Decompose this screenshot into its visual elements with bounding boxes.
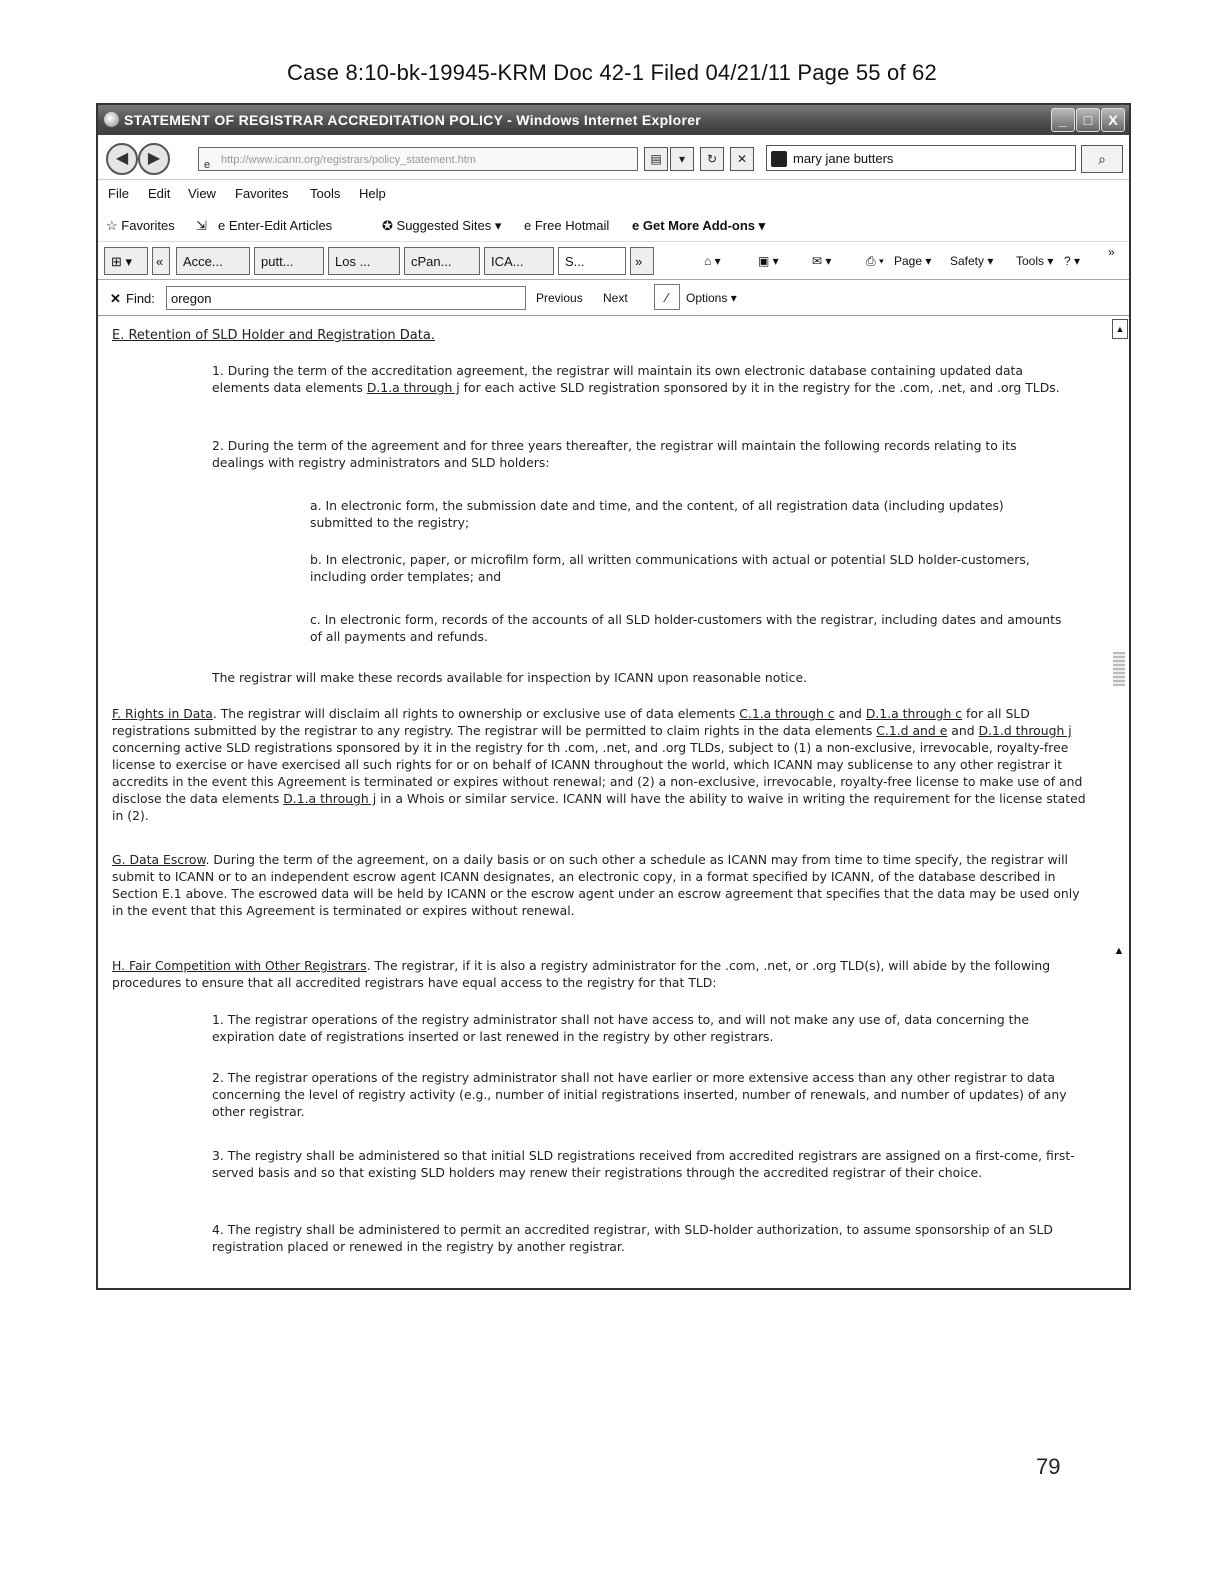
menu-favorites[interactable]: Favorites: [235, 186, 289, 201]
find-bar: [98, 281, 1129, 316]
tab-scroll-right-icon[interactable]: »: [630, 247, 654, 275]
fav-free-hotmail[interactable]: [524, 218, 609, 233]
scroll-thumb[interactable]: [1113, 652, 1125, 686]
compatibility-icon[interactable]: ▤: [644, 147, 668, 171]
favorites-button[interactable]: [106, 218, 175, 234]
paragraph-e1: [212, 362, 1072, 396]
find-previous-button[interactable]: Previous: [536, 291, 583, 305]
address-url: http://www.icann.org/registrars/policy_statement.htm: [221, 154, 476, 166]
tab-ica[interactable]: ICA...: [484, 247, 554, 275]
e1-text-end: for each active SLD registration sponsored by it in the registry for the .com, .net, and .org TLDs.: [459, 380, 1060, 395]
scroll-up-icon[interactable]: ▲: [1112, 319, 1128, 339]
paragraph-e2c: c. In electronic form, records of the accounts of all SLD holder-customers with the registrar, including dates and amounts of all payments and refunds.: [310, 612, 1062, 644]
favorites-label: Favorites: [121, 218, 175, 233]
maximize-button[interactable]: □: [1076, 108, 1100, 132]
address-bar[interactable]: [198, 147, 638, 171]
tab-putt[interactable]: putt...: [254, 247, 324, 275]
close-button[interactable]: X: [1101, 108, 1125, 132]
menu-file[interactable]: File: [108, 186, 129, 201]
section-g-heading[interactable]: G. Data Escrow: [112, 852, 206, 867]
minimize-button[interactable]: _: [1051, 108, 1075, 132]
paragraph-h3: 3. The registry shall be administered so that initial SLD registrations received from accredited registrars are assigned on a first-come, first-served basis and so that existing SLD holders may renew their registrations through the accredited registrar of their choice.: [212, 1148, 1075, 1180]
f-text-3: for all SLD registrations submitted by the registrar to any registry. The registrar will be permitted to claim rights in the data elements: [112, 706, 1030, 738]
paragraph-e2a: a. In electronic form, the submission date and time, and the content, of all registration data (including updates) submitted to the registry;: [310, 498, 1004, 530]
address-dropdown-icon[interactable]: ▾: [670, 147, 694, 171]
title-bar: [98, 105, 1129, 135]
paragraph-e-note: The registrar will make these records available for inspection by ICANN upon reasonable notice.: [212, 670, 808, 685]
search-icon[interactable]: ⌕: [1081, 145, 1123, 173]
find-label: Find:: [126, 291, 155, 306]
page-icon: e: [204, 159, 211, 171]
paragraph-h4: 4. The registry shall be administered to permit an accredited registrar, with SLD-holder authorization, to assume sponsorship of an SLD registration placed or renewed in the registry by another registrar.: [212, 1222, 1053, 1254]
tab-los[interactable]: Los ...: [328, 247, 400, 275]
e1-text: 1. During the term of the accreditation agreement, the registrar will maintain its own electronic database containing updated data elements data elements: [212, 363, 1024, 395]
f-text-2: and: [834, 706, 866, 721]
f-link-2[interactable]: D.1.a through c: [865, 706, 963, 721]
feeds-icon[interactable]: ▣ ▾: [758, 254, 779, 268]
menu-edit[interactable]: Edit: [148, 186, 171, 201]
paragraph-e2b: b. In electronic, paper, or microfilm form, all written communications with actual or potential SLD holder-customers, including order templates; and: [310, 552, 1030, 584]
home-icon[interactable]: ⌂ ▾: [704, 254, 721, 268]
print-icon[interactable]: ⎙ ▾: [866, 254, 884, 268]
help-icon[interactable]: ? ▾: [1064, 254, 1081, 268]
f-link-5[interactable]: D.1.a through j: [283, 791, 377, 806]
window-title: STATEMENT OF REGISTRAR ACCREDITATION POLICY - Windows Internet Explorer: [124, 112, 702, 128]
fav-label: Free Hotmail: [534, 218, 610, 233]
section-e-heading: [112, 327, 435, 344]
browser-window: [96, 103, 1131, 1290]
fav-get-more-addons[interactable]: [632, 218, 765, 234]
tab-acce[interactable]: Acce...: [176, 247, 250, 275]
menu-tools[interactable]: Tools: [310, 186, 341, 201]
scroll-marker-icon: ▲: [1113, 945, 1125, 957]
search-provider-icon: [771, 151, 787, 167]
stop-icon[interactable]: ✕: [730, 147, 754, 171]
paragraph-h1: 1. The registrar operations of the registry administrator shall not have access to, and will not make any use of, data concerning the expiration date of registrations inserted or last renewed in the registry by other registrars.: [212, 1012, 1029, 1044]
refresh-icon[interactable]: ↻: [700, 147, 724, 171]
section-g: [112, 851, 1092, 919]
add-favorite-icon[interactable]: ⇲: [196, 218, 207, 233]
close-find-icon[interactable]: ✕: [110, 291, 121, 306]
fav-label: Suggested Sites ▾: [396, 218, 502, 233]
tab-scroll-left-icon[interactable]: «: [152, 247, 170, 275]
menu-view[interactable]: View: [188, 186, 216, 201]
search-text: mary jane butters: [793, 151, 894, 166]
paragraph-e2: 2. During the term of the agreement and for three years thereafter, the registrar will maintain the following records relating to its dealings with registry administrators and SLD holders:: [212, 438, 1017, 470]
find-settings-icon[interactable]: ⁄: [654, 284, 680, 310]
back-icon[interactable]: ◀: [106, 143, 138, 175]
h-text: . The registrar, if it is also a registry administrator for the .com, .net, or .org TLD(s), will abide by the following procedures to ensure that all accredited registrars have equal access to the registry for that TLD:: [112, 958, 1051, 990]
find-input[interactable]: oregon: [166, 286, 526, 310]
menu-help[interactable]: Help: [359, 186, 386, 201]
safety-menu[interactable]: Safety ▾: [950, 254, 994, 268]
vertical-scrollbar[interactable]: [1111, 317, 1129, 1288]
mail-icon[interactable]: ✉ ▾: [812, 254, 832, 268]
quick-tabs-icon[interactable]: ⊞ ▾: [104, 247, 148, 275]
fav-label: Get More Add-ons ▾: [642, 218, 766, 233]
f-link-3[interactable]: C.1.d and e: [876, 723, 948, 738]
suggested-sites-icon: ✪: [382, 218, 393, 233]
toolbar-overflow-icon[interactable]: »: [1108, 245, 1115, 259]
find-next-button[interactable]: Next: [603, 291, 628, 305]
find-options-button[interactable]: Options ▾: [686, 291, 737, 305]
address-row: [98, 139, 1129, 180]
ie-page-icon: e: [632, 218, 640, 233]
tab-cpan[interactable]: cPan...: [404, 247, 480, 275]
f-link-4[interactable]: D.1.d through j: [978, 723, 1072, 738]
section-e-heading-text[interactable]: E. Retention of SLD Holder and Registration Data.: [112, 328, 435, 343]
page-number: 79: [1036, 1454, 1061, 1479]
page-menu[interactable]: Page ▾: [894, 254, 932, 268]
paragraph-h2: 2. The registrar operations of the registry administrator shall not have earlier or more extensive access than any other registrar to data concerning the level of registry activity (e.g., number of initial registrations inserted, number of renewals, and number of updates) of any other registrar.: [212, 1070, 1067, 1119]
search-input[interactable]: [766, 145, 1076, 171]
menu-bar: [98, 181, 1129, 207]
tab-bar: [98, 243, 1129, 280]
star-icon: ☆: [106, 218, 118, 233]
f-text-1: . The registrar will disclaim all rights to ownership or exclusive use of data elements: [212, 706, 740, 721]
ie-page-icon: e: [524, 218, 532, 233]
fav-enter-edit-articles[interactable]: [218, 218, 332, 233]
tools-menu[interactable]: Tools ▾: [1016, 254, 1054, 268]
section-f-heading[interactable]: F. Rights in Data: [112, 706, 213, 721]
e1-link[interactable]: D.1.a through j: [366, 380, 460, 395]
favorites-bar: [98, 211, 1129, 242]
ie-page-icon: e: [218, 218, 226, 233]
f-text-4: and: [947, 723, 979, 738]
section-h: [112, 957, 1092, 991]
ie-logo-icon: [104, 112, 119, 127]
g-text: . During the term of the agreement, on a daily basis or on such other a schedule as ICANN may from time to time specify, the registrar will submit to ICANN or to an independent escrow agent ICANN designates, an electronic copy, in a format specified by ICANN, of the database described in Section E.1 above. The escrowed data will be held by ICANN or the escrow agent under an escrow agreement that specifies that the data may be used only in the event that this Agreement is terminated or expires without renewal.: [112, 852, 1080, 918]
case-header: Case 8:10-bk-19945-KRM Doc 42-1 Filed 04/21/11 Page 55 of 62: [287, 60, 937, 85]
page-content: [98, 317, 1111, 1288]
forward-icon[interactable]: ▶: [138, 143, 170, 175]
fav-label: Enter-Edit Articles: [228, 218, 333, 233]
f-text-6: in a Whois or similar service. ICANN will have the ability to waive in writing the requirement for the license stated in (2).: [112, 791, 1086, 823]
f-text-5: concerning active SLD registrations sponsored by it in the registry for th .com, .net, and .org TLDs, subject to (1) a non-exclusive, irrevocable, royalty-free license to exercise or have exercised all such rights for or on behalf of ICANN throughout the world, which ICANN may sublicense to any other registrar it accredits in the event this Agreement is terminated or expires without renewal; and (2) a non-exclusive, irrevocable, royalty-free license to make use of and disclose the data elements: [112, 740, 1083, 806]
section-f: [112, 705, 1092, 824]
f-link-1[interactable]: C.1.a through c: [739, 706, 835, 721]
tab-active[interactable]: S...: [558, 247, 626, 275]
fav-suggested-sites[interactable]: [382, 218, 501, 234]
section-h-heading[interactable]: H. Fair Competition with Other Registrars: [112, 958, 367, 973]
